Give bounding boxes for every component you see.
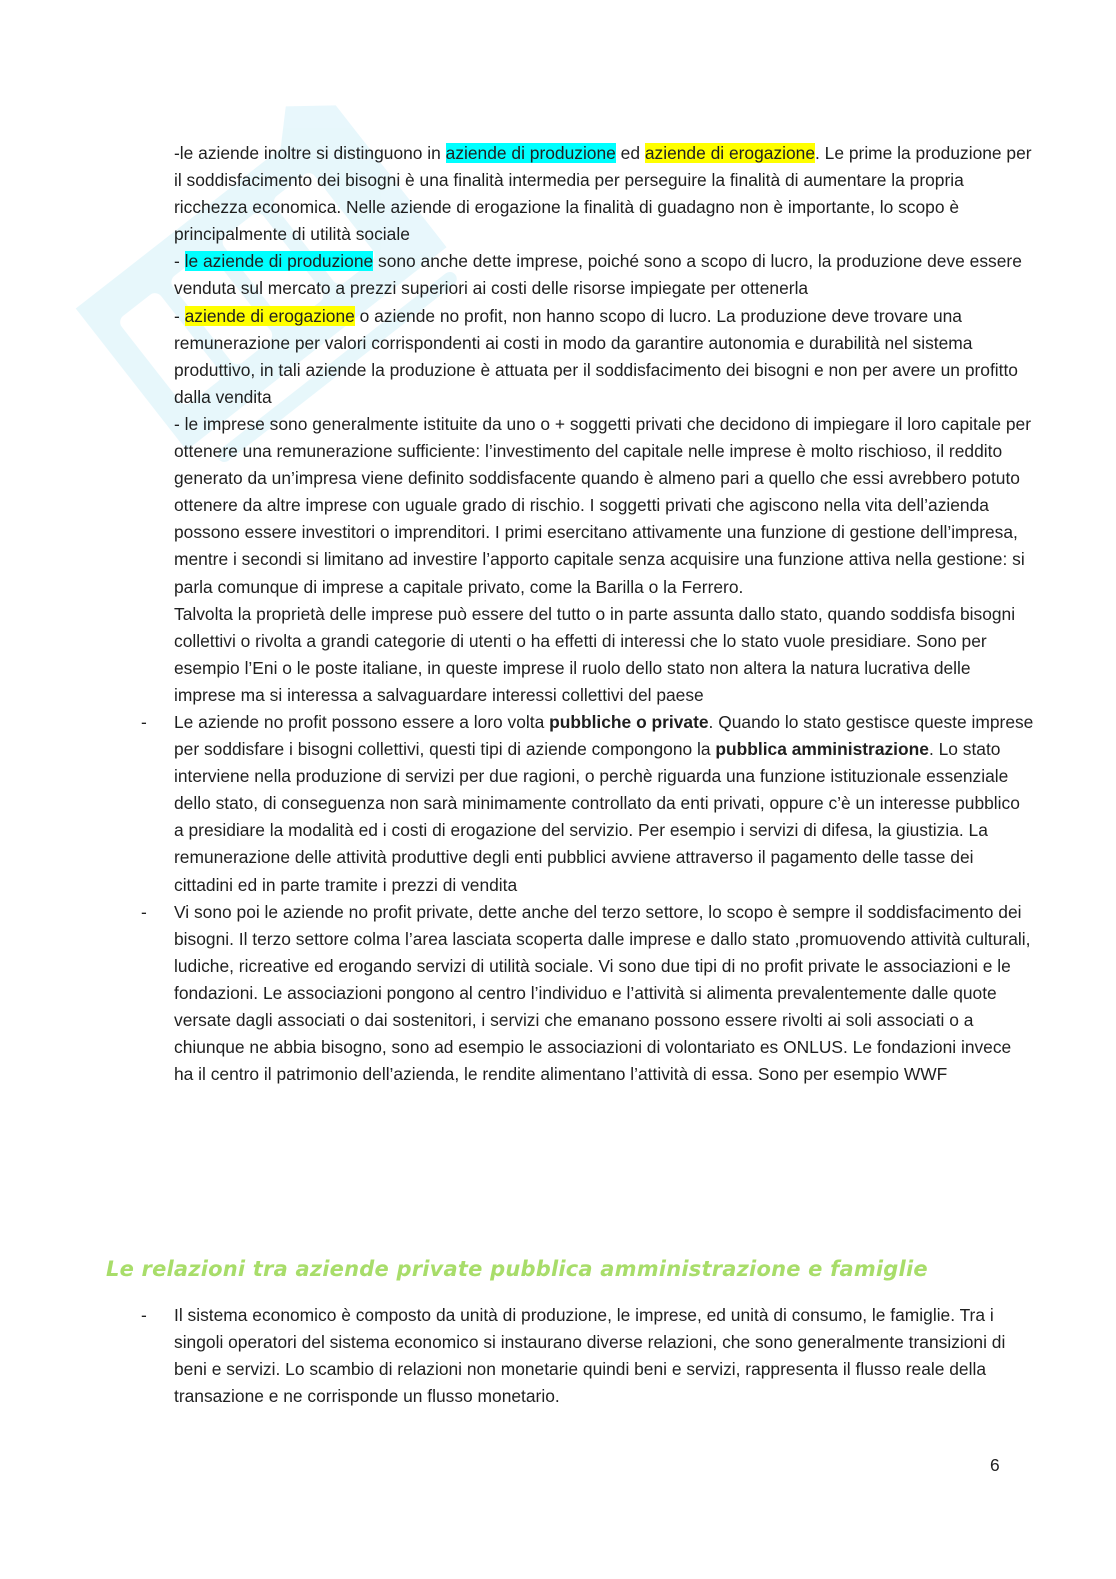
- bold-text: pubbliche o private: [549, 711, 709, 732]
- list-item-no-profit-pubbliche: [174, 709, 1034, 899]
- paragraph-distinction: [174, 140, 1034, 248]
- text-run: . Quando lo stato gestisce queste imprese per soddisfare i bisogni collettivi, questi tipi di aziende compongono la: [174, 711, 1034, 760]
- highlight-cyan: le aziende di produzione: [184, 251, 374, 272]
- paragraph-proprieta-stato: Talvolta la proprietà delle imprese può essere del tutto o in parte assunta dallo stato, quando soddisfa bisogni collettivi o rivolta a grandi categorie di utenti o ha effetti di interessi che lo stato vuole presidiare. Sono per esempio l’Eni o le poste italiane, in queste imprese il ruolo dello stato non altera la natura lucrativa delle imprese ma si interessa a salvaguardare interessi collettivi del paese: [174, 603, 1016, 705]
- text-run: ed: [615, 143, 645, 163]
- bold-text: pubblica amministrazione: [715, 739, 929, 760]
- paragraph-imprese: - le imprese sono generalmente istituite da uno o + soggetti privati che decidono di impiegare il loro capitale per ottenere una remunerazione sufficiente: l’investimento del capitale nelle imprese è molto rischioso, il reddito generato da un’impresa viene definito soddisfacente quando è almeno pari a quello che essi avrebbero potuto ottenere da altre imprese con uguale grado di rischio. I soggetti privati che agiscono nella vita dell’azienda possono essere investitori o imprenditori. I primi esercitano attivamente una funzione di gestione dell’impresa, mentre i secondi si limitano ad investire l’apporto capitale senza acquisire una funzione attiva nella gestione: si parla comunque di imprese a capitale privato, come la Barilla o la Ferrero.: [174, 413, 1031, 597]
- text-run: -le aziende inoltre si distinguono in: [174, 143, 446, 163]
- paragraph-aziende-erogazione: [174, 303, 1034, 411]
- section-body: [174, 1302, 1034, 1410]
- highlight-cyan: aziende di produzione: [445, 143, 616, 163]
- section-heading: Le relazioni tra aziende private pubblica amministrazione e famiglie: [106, 1257, 928, 1281]
- highlight-yellow: aziende di erogazione: [184, 305, 355, 326]
- list-item-sistema-economico: - Il sistema economico è composto da unità di produzione, le imprese, ed unità di consumo, le famiglie. Tra i singoli operatori del sistema economico si instaurano diverse relazioni, che sono generalmente transizioni di beni e servizi. Lo scambio di relazioni non monetarie quindi beni e servizi, rappresenta il flusso reale della transazione e ne corrisponde un flusso monetario.: [174, 1302, 1034, 1410]
- document-body: [174, 140, 1034, 1088]
- text-run: sono anche dette imprese, poiché sono a scopo di lucro, la produzione deve essere venduta sul mercato a prezzi superiori ai costi delle risorse impiegate per ottenerla: [174, 251, 1022, 299]
- list-item-no-profit-private: - Vi sono poi le aziende no profit private, dette anche del terzo settore, lo scopo è sempre il soddisfacimento dei bisogni. Il terzo settore colma l’area lasciata scoperta dalle imprese e dallo stato ,promuovendo attività culturali, ludiche, ricreative ed erogando servizi di utilità sociale. Vi sono due tipi di no profit private le associazioni e le fondazioni. Le associazioni pongono al centro l’individuo e l’attività si alimenta prevalentemente dalle quote versate dagli associati o dai sostenitori, i servizi che emanano possono essere rivolti ai soli associati o a chiunque ne abbia bisogno, sono ad esempio le associazioni di volontariato es ONLUS. Le fondazioni invece ha il centro il patrimonio dell’azienda, le rendite alimentano l’attività di essa. Sono per esempio WWF: [174, 899, 1034, 1089]
- text-run: . Lo stato interviene nella produzione di servizi per due ragioni, o perchè riguarda una funzione istituzionale essenziale dello stato, di conseguenza non sarà minimamente controllato da enti privati, oppure c’è un interesse pubblico a presidiare la modalità ed i costi di erogazione del servizio. Per esempio i servizi di difesa, la giustizia. La remunerazione delle attività produttive degli enti pubblici avviene attraverso il pagamento delle tasse dei cittadini ed in parte tramite i prezzi di vendita: [174, 739, 1020, 895]
- text-run: -: [174, 305, 185, 326]
- page-number: 6: [990, 1455, 1000, 1475]
- text-run: Le aziende no profit possono essere a loro volta: [174, 711, 550, 732]
- text-run: -: [174, 251, 185, 272]
- text-run: . Le prime la produzione per il soddisfacimento dei bisogni è una finalità intermedia per perseguire la finalità di aumentare la propria ricchezza economica. Nelle aziende di erogazione la finalità di guadagno non è importante, lo scopo è principalmente di utilità sociale: [174, 143, 1032, 245]
- paragraph-aziende-produzione: [174, 248, 1034, 302]
- text-run: o aziende no profit, non hanno scopo di lucro. La produzione deve trovare una remunerazione per valori corrispondenti ai costi in modo da garantire autonomia e durabilità nel sistema produttivo, in tali aziende la produzione è attuata per il soddisfacimento dei bisogni e non per avere un profitto dalla vendita: [174, 305, 1018, 407]
- highlight-yellow: aziende di erogazione: [644, 143, 816, 163]
